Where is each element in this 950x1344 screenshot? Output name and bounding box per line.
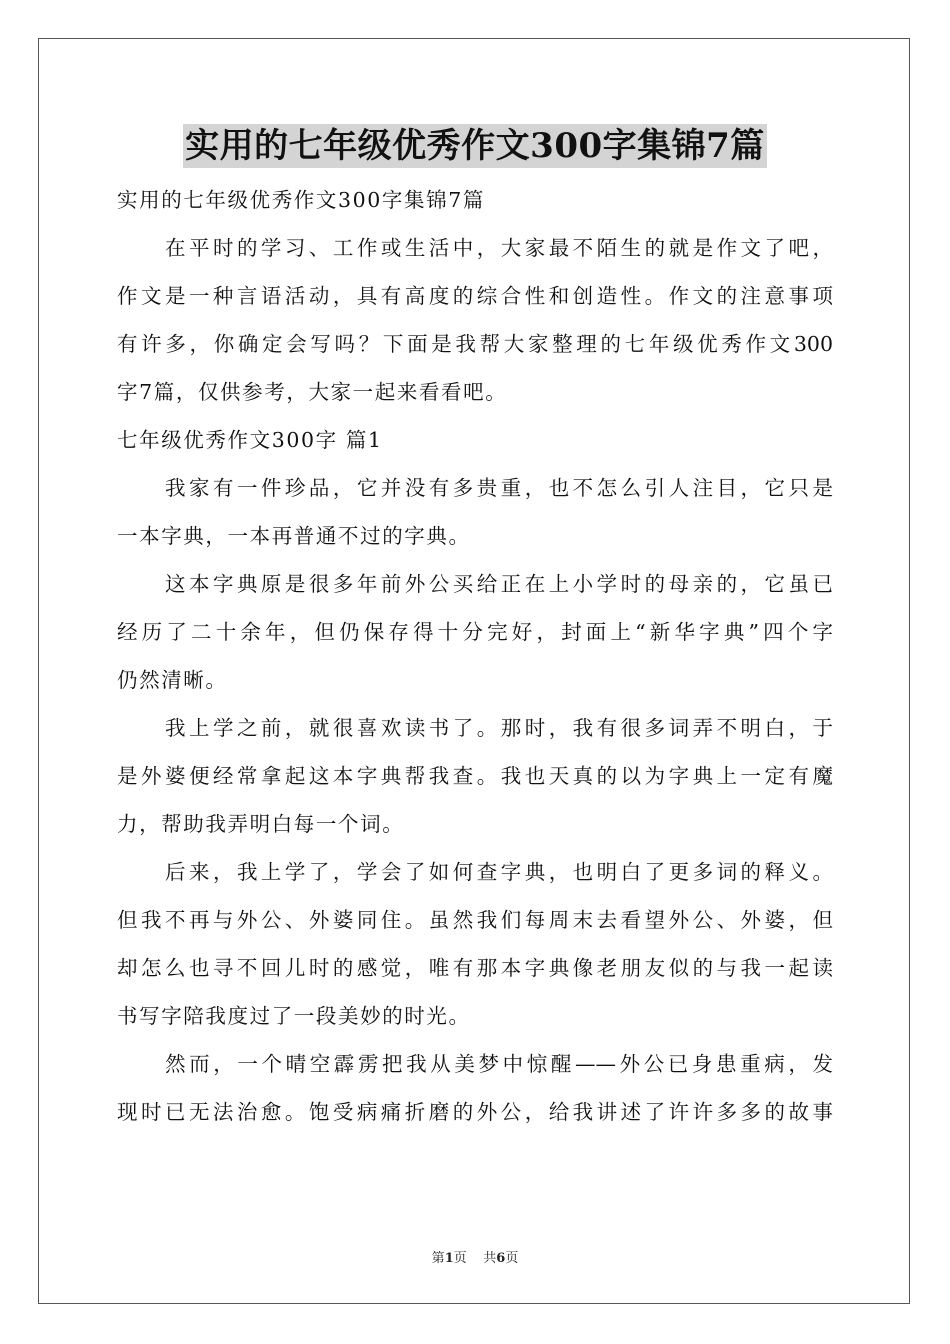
text-line: 仍然清晰。 bbox=[117, 668, 228, 692]
text-line: 有许多，你确定会写吗？下面是我帮大家整理的七年级优秀作文300 bbox=[117, 332, 833, 356]
text-line: 经历了二十余年，但仍保存得十分完好，封面上“新华字典”四个字 bbox=[117, 620, 833, 644]
footer-mid: 页 共 bbox=[453, 1251, 497, 1266]
page-footer bbox=[0, 1247, 950, 1266]
text-line: 却怎么也寻不回儿时的感觉，唯有那本字典像老朋友似的与我一起读 bbox=[117, 956, 833, 980]
text-line: 然而，一个晴空霹雳把我从美梦中惊醒——外公已身患重病，发 bbox=[165, 1052, 833, 1076]
text-line: 这本字典原是很多年前外公买给正在上小学时的母亲的，它虽已 bbox=[165, 572, 833, 596]
text-line: 我上学之前，就很喜欢读书了。那时，我有很多词弄不明白，于 bbox=[165, 716, 833, 740]
text-line: 书写字陪我度过了一段美妙的时光。 bbox=[117, 1004, 471, 1028]
text-line: 力，帮助我弄明白每一个词。 bbox=[117, 812, 405, 836]
text-line: 但我不再与外公、外婆同住。虽然我们每周末去看望外公、外婆，但 bbox=[117, 908, 833, 932]
footer-page-number: 1 bbox=[444, 1251, 454, 1266]
footer-total-pages: 6 bbox=[496, 1251, 506, 1266]
document-title bbox=[0, 124, 950, 168]
document-title-text: 实用的七年级优秀作文300字集锦7篇 bbox=[185, 126, 765, 166]
document-body bbox=[117, 176, 833, 1136]
text-line: 字7篇，仅供参考，大家一起来看看吧。 bbox=[117, 380, 508, 404]
text-line: 是外婆便经常拿起这本字典帮我查。我也天真的以为字典上一定有魔 bbox=[117, 764, 833, 788]
text-line: 一本字典，一本再普通不过的字典。 bbox=[117, 524, 471, 548]
text-line: 我家有一件珍品，它并没有多贵重，也不怎么引人注目，它只是 bbox=[165, 476, 833, 500]
text-line: 作文是一种言语活动，具有高度的综合性和创造性。作文的注意事项 bbox=[117, 284, 833, 308]
text-line: 后来，我上学了，学会了如何查字典，也明白了更多词的释义。 bbox=[165, 860, 833, 884]
footer-prefix: 第 bbox=[431, 1251, 445, 1266]
text-line: 实用的七年级优秀作文300字集锦7篇 bbox=[117, 188, 485, 212]
text-line: 现时已无法治愈。饱受病痛折磨的外公，给我讲述了许许多多的故事 bbox=[117, 1100, 833, 1124]
text-line: 七年级优秀作文300字 篇1 bbox=[117, 428, 383, 452]
text-line: 在平时的学习、工作或生活中，大家最不陌生的就是作文了吧， bbox=[165, 236, 833, 260]
footer-suffix: 页 bbox=[505, 1251, 519, 1266]
